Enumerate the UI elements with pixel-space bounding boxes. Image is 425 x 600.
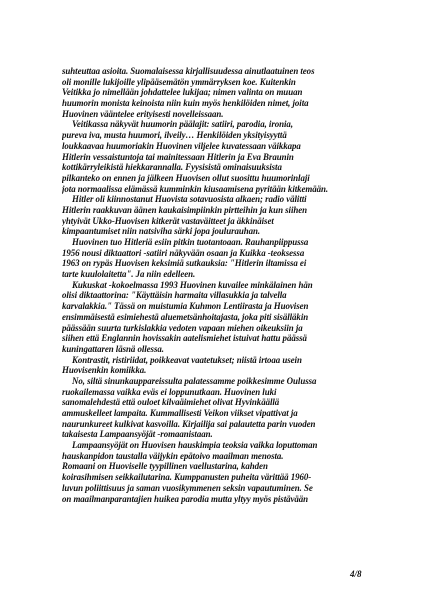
text-line: loukkaavaa huumoriakin Huovinen viljelee kuvatessaan väikkapa <box>62 140 301 151</box>
text-line: takaisesta Lampaansyöjät -romaanistaan. <box>62 429 213 440</box>
text-line: kimpaantumiset niin natsiviha särki jopa joulurauhan. <box>62 226 261 237</box>
text-line: Huovisenkin komiikka. <box>62 365 147 376</box>
text-line: No, siltä sinunkauppareissulta palatessamme poikkesimme Oulussa <box>72 375 317 386</box>
text-line: Kontrastit, ristiriidat, poikkeavat vaatetukset; niistä irtoaa usein <box>72 354 302 365</box>
text-line: ensimmäisestä esimiehestä aluemetsänhoitajasta, joka piti sisälläkin <box>62 311 309 322</box>
text-line: koirasihmisen seikkailutarina. Kumppanusten puheita värittää 1960- <box>62 472 312 483</box>
text-line: kuningattaren läsnä ollessa. <box>62 343 164 354</box>
text-line: jota normaalissa elämässä kumminkin kiusaamisena pyritään kitkemään. <box>62 183 329 194</box>
text-line: Lampaansyöjät on Huovisen hauskimpia teoksia vaikka loputtoman <box>72 440 318 451</box>
text-line: oli monille lukijoille ylipääsemätön ymmärryksen koe. Kuitenkin <box>62 76 296 87</box>
text-line: siihen että Englannin hovissakin aatelismiehet istuivat hattu päässä <box>62 333 307 344</box>
text-line: Hitlerin vessaistuntoja tai mainitessaan Hitlerin ja Eva Braunin <box>62 151 294 162</box>
text-line: luvun poliittisuus ja saman vuosikymmenen seksin vapautuminen. Se <box>62 482 313 493</box>
text-line: Hitler oli kiinnostanut Huovista sotavuosista alkaen; radio välitti <box>72 194 307 205</box>
text-line: 1963 on rypäs Huovisen keksimiä sutkauksia: "Hitlerin iltamissa ei <box>62 258 307 269</box>
text-line: päässään suurta turkislakkia vedoten vapaan miehen oikeuksiin ja <box>62 322 303 333</box>
body-text <box>62 66 374 504</box>
text-line: Veitikassa näkyvät huumorin päälajit: satiiri, parodia, ironia, <box>72 119 293 130</box>
text-line: karvalakkia." Tässä on muistumia Kuhmon Lentiirasta ja Huovisen <box>62 301 309 312</box>
text-line: pureva iva, musta huumori, ilveily… Henkilöiden yksityisyyttä <box>62 130 287 141</box>
text-line: pilkanteko on ennen ja jälkeen Huovisen ollut suosittu huumorinlaji <box>62 172 310 183</box>
text-line: hauskanpidon taustalla väijykin epätoivo maailman menosta. <box>62 450 284 461</box>
text-line: Huovinen vääntelee erityisesti novelleissaan. <box>62 108 224 119</box>
text-line: 1956 nousi diktaattori -satiiri näkyvään osaan ja Kuikka -teoksessa <box>62 247 305 258</box>
text-line: Huovinen tuo Hitleriä esiin pitkin tuotantoaan. Rauhanpiippussa <box>72 237 309 247</box>
text-line: on maailmanparantajien huikea parodia mutta yltyy myös pistävään <box>62 493 309 504</box>
text-line: olisi diktaattorina: "Käyttäisin harmaita villasukkia ja talvella <box>62 290 287 301</box>
text-line: huumorin monista keinoista niin kuin myös henkilöiden nimet, joita <box>62 98 309 109</box>
text-line: naurunkureet kulkivat kasvoilla. Kirjailija sai palautetta parin vuoden <box>62 418 316 429</box>
text-line: sanomalehdestä että ouloet kilvaäimiehet olivat Hyvinkäällä <box>62 397 280 408</box>
text-line: suhteuttaa asioita. Suomalaisessa kirjallisuudessa ainutlaatuinen teos <box>62 66 315 76</box>
text-line: ammuskelleet lampaita. Kummallisesti Veikon viikset vipattivat ja <box>62 408 298 418</box>
text-line: Veitikka jo nimellään johdattelee lukijaa; nimen valinta on muuan <box>62 87 303 98</box>
text-line: tarte kuulolaitetta". Ja niin edelleen. <box>62 269 196 280</box>
text-line: Romaani on Huoviselle tyypillinen vaellustarina, kahden <box>62 461 268 472</box>
text-line: ruokailemassa vaikka eväs ei loppunutkaan. Huovinen luki <box>62 386 277 397</box>
page-number: 4/8 <box>350 569 362 579</box>
text-line: Kukuskat -kokoelmassa 1993 Huovinen kuvailee minkälainen hän <box>72 279 313 290</box>
text-line: yhtyivät Ukko-Huovisen kitkerät vastaväitteet ja äkkinäiset <box>62 215 274 226</box>
text-line: kottikärryleikistä hiekkarannalla. Fyysisistä ominaisuuksista <box>62 162 282 173</box>
text-line: Hitlerin raakkuvan äänen kaukaisimpiinkin pirtteihin ja kun siihen <box>62 204 308 215</box>
